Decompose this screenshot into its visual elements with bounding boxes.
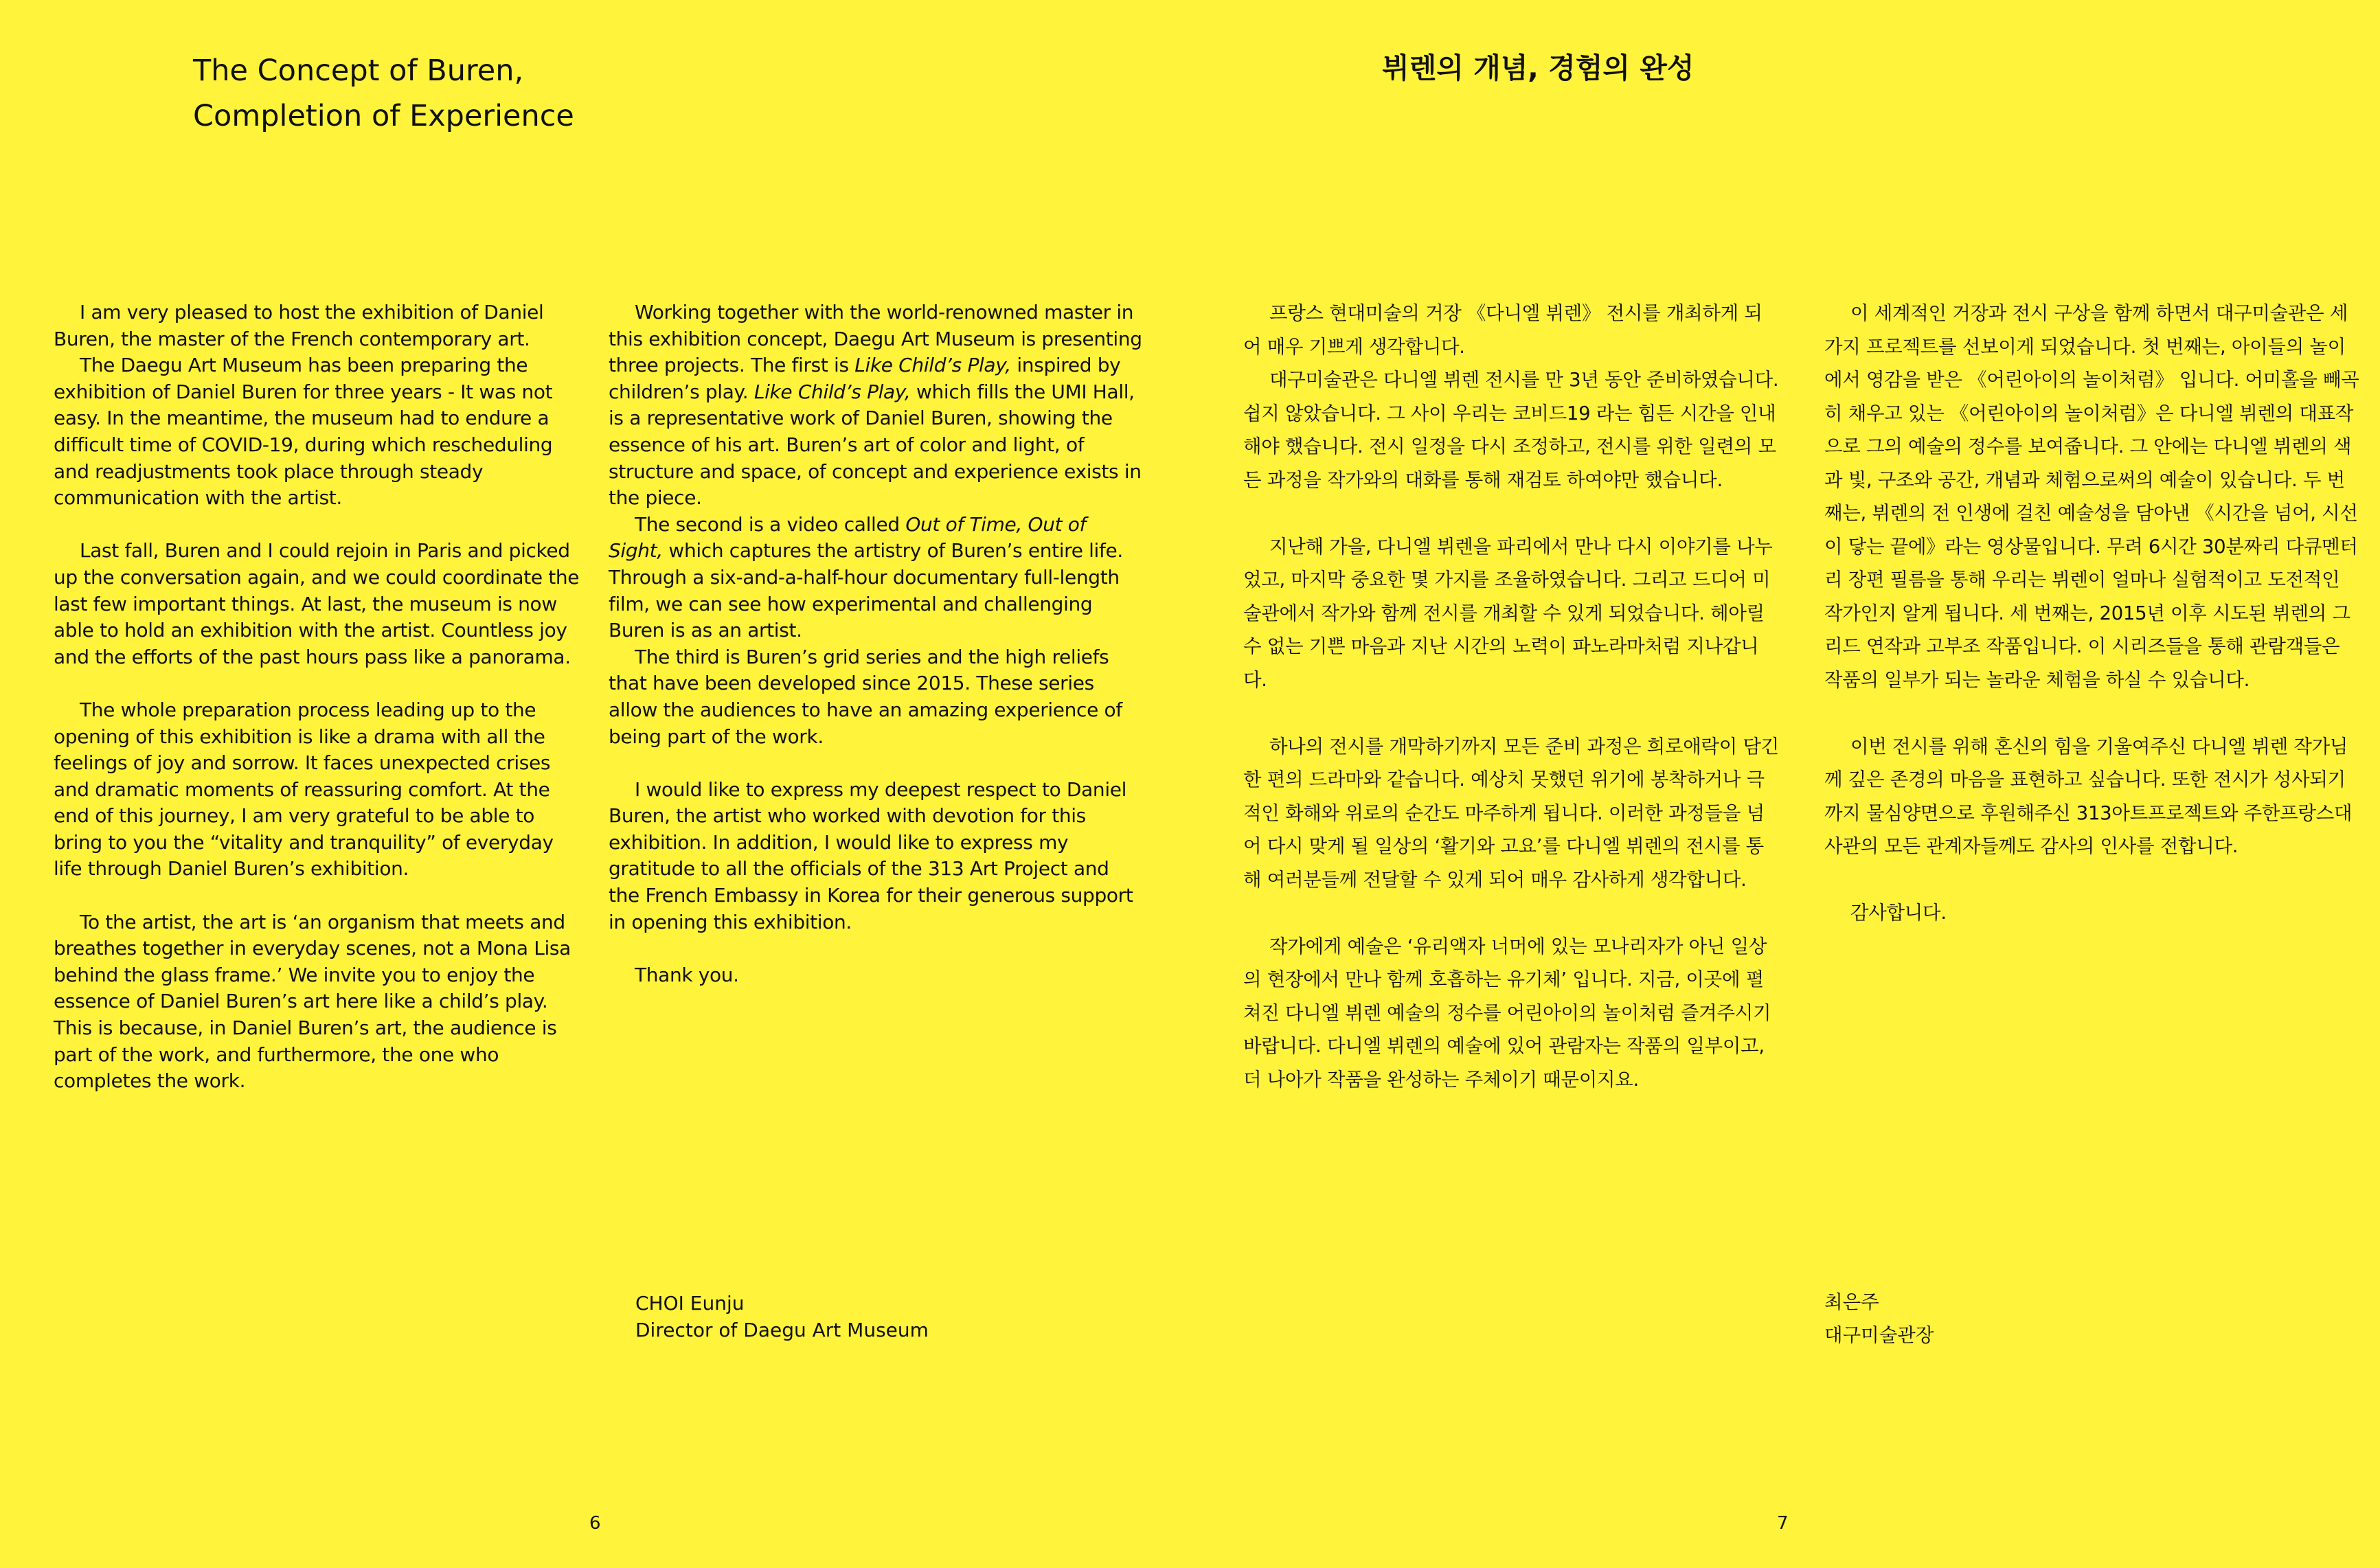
- page-title-korean: 뷔렌의 개념, 경험의 완성: [1382, 52, 1695, 84]
- paragraph: 이 세계적인 거장과 전시 구상을 함께 하면서 대구미술관은 세 가지 프로젝트를 선보이게 되었습니다. 첫 번째는, 아이들의 놀이에서 영감을 받은 《어린아이의 놀이처럼》 입니다. 어미홀을 빼곡히 채우고 있는 《어린아이의 놀이처럼》은 다니엘 뷔렌의 대표작으로 그의 예술의 정수를 보여줍니다. 그 안에는 다니엘 뷔렌의 색과 빛, 구조와 공간, 개념과 체험으로써의 예술이 있습니다. 두 번째는, 뷔렌의 전 인생에 걸친 예술성을 담아낸 《시간을 넘어, 시선이 닿는 끝에》라는 영상물입니다. 무려 6시간 30분짜리 다큐멘터리 장편 필름을 통해 우리는 뷔렌이 얼마나 실험적이고 도전적인 작가인지 알게 됩니다. 세 번째는, 2015년 이후 시도된 뷔렌의 그리드 연작과 고부조 작품입니다. 이 시리즈들을 통해 관람객들은 작품의 일부가 되는 놀라운 체험을 하실 수 있습니다.: [1824, 302, 2359, 691]
- korean-column-2: [1824, 297, 2360, 930]
- english-column-1: [54, 299, 581, 1095]
- title-line-2: Completion of Experience: [193, 99, 574, 133]
- page-number: 6: [589, 1513, 601, 1534]
- paragraph: 하나의 전시를 개막하기까지 모든 준비 과정은 희로애락이 담긴 한 편의 드라마와 같습니다. 예상치 못했던 위기에 봉착하거나 극적인 화해와 위로의 순간도 마주하게 됩니다. 이러한 과정들을 넘어 다시 맞게 될 일상의 ‘활기와 고요’를 다니엘 뷔렌의 전시를 통해 여러분들께 전달할 수 있게 되어 매우 감사하게 생각합니다.: [1243, 735, 1779, 891]
- artwork-title: Like Child’s Play,: [854, 354, 1011, 377]
- signature-title: Director of Daegu Art Museum: [635, 1319, 929, 1341]
- signature-korean: [1824, 1286, 1934, 1352]
- paragraph: I would like to express my deepest respect to Daniel Buren, the artist who worked with devotion for this exhibition. In addition, I would like to express my gratitude to all the officials of the 313 Art Project and the French Embassy in Korea for their generous support in opening this exhibition.: [609, 777, 1133, 933]
- paragraph: The Daegu Art Museum has been preparing the exhibition of Daniel Buren for three years - It was not easy. In the meantime, the museum had to endure a difficult time of COVID-19, during which rescheduling and readjustments took place through steady communication with the artist.: [54, 354, 553, 510]
- right-page: [1190, 0, 2380, 1568]
- paragraph: 지난해 가을, 다니엘 뷔렌을 파리에서 만나 다시 이야기를 나누었고, 마지막 중요한 몇 가지를 조율하였습니다. 그리고 드디어 미술관에서 작가와 함께 전시를 개최할 수 있게 되었습니다. 헤아릴 수 없는 기쁜 마음과 지난 시간의 노력이 파노라마처럼 지나갑니다.: [1243, 535, 1773, 691]
- paragraph: Working together with the world-renowned master in this exhibition concept, Daegu Art Museum is presenting three projects. The first is Like Child’s Play, inspired by children’s play. Like Child’s Play, which fills the UMI Hall, is a representative work of Daniel Buren, showing the essence of his art. Buren’s art of color and light, of structure and space, of concept and experience exists in the piece.: [609, 301, 1142, 510]
- artwork-title: Like Child’s Play,: [753, 380, 911, 403]
- english-column-2: [609, 299, 1144, 988]
- paragraph: To the artist, the art is ‘an organism that meets and breathes together in everyday scenes, not a Mona Lisa behind the glass frame.’ We invite you to enjoy the essence of Daniel Buren’s art here like a child’s play. This is because, in Daniel Buren’s art, the audience is part of the work, and furthermore, the one who completes the work.: [54, 910, 571, 1093]
- signature-english: [635, 1290, 929, 1343]
- paragraph: The third is Buren’s grid series and the high reliefs that have been developed since 2015. These series allow the audiences to have an amazing experience of being part of the work.: [609, 645, 1122, 748]
- paragraph: The second is a video called Out of Time, Out of Sight, which captures the artistry of Buren’s entire life. Through a six-and-a-half-hour documentary full-length film, we can see how experimental and challenging Buren is as an artist.: [609, 512, 1123, 642]
- page-title-english: [193, 48, 715, 139]
- paragraph: 감사합니다.: [1850, 902, 1947, 924]
- paragraph: Last fall, Buren and I could rejoin in Paris and picked up the conversation again, and we could coordinate the last few important things. At last, the museum is now able to hold an exhibition with the artist. Countless joy and the efforts of the past hours pass like a panorama.: [54, 539, 580, 668]
- paragraph: 프랑스 현대미술의 거장 《다니엘 뷔렌》 전시를 개최하게 되어 매우 기쁘게 생각합니다.: [1243, 302, 1763, 358]
- paragraph: I am very pleased to host the exhibition of Daniel Buren, the master of the French contemporary art.: [54, 301, 544, 350]
- korean-column-1: [1243, 297, 1779, 1096]
- signature-name: CHOI Eunju: [635, 1292, 745, 1315]
- signature-title: 대구미술관장: [1824, 1324, 1934, 1346]
- paragraph: 이번 전시를 위해 혼신의 힘을 기울여주신 다니엘 뷔렌 작가님께 깊은 존경의 마음을 표현하고 싶습니다. 또한 전시가 성사되기까지 물심양면으로 후원해주신 313아트프로젝트와 주한프랑스대사관의 모든 관계자들께도 감사의 인사를 전합니다.: [1824, 735, 2353, 857]
- title-line-1: The Concept of Buren,: [193, 54, 524, 88]
- paragraph: 작가에게 예술은 ‘유리액자 너머에 있는 모나리자가 아닌 일상의 현장에서 만나 함께 호흡하는 유기체’ 입니다. 지금, 이곳에 펼쳐진 다니엘 뷔렌 예술의 정수를 어린아이의 놀이처럼 즐겨주시기 바랍니다. 다니엘 뷔렌의 예술에 있어 관람자는 작품의 일부이고, 더 나아가 작품을 완성하는 주체이기 때문이지요.: [1243, 935, 1771, 1091]
- paragraph: 대구미술관은 다니엘 뷔렌 전시를 만 3년 동안 준비하였습니다. 쉽지 않았습니다. 그 사이 우리는 코비드19 라는 힘든 시간을 인내해야 했습니다. 전시 일정을 다시 조정하고, 전시를 위한 일련의 모든 과정을 작가와의 대화를 통해 재검토 하여야만 했습니다.: [1243, 369, 1779, 491]
- artwork-title: Out of Time, Out of Sight,: [609, 512, 1087, 563]
- page-number: 7: [1777, 1513, 1789, 1534]
- signature-name: 최은주: [1824, 1291, 1879, 1313]
- paragraph: The whole preparation process leading up to the opening of this exhibition is like a drama with all the feelings of joy and sorrow. It faces unexpected crises and dramatic moments of reassuring comfort. At the end of this journey, I am very grateful to be able to bring to you the “vitality and tranquility” of everyday life through Daniel Buren’s exhibition.: [54, 698, 554, 880]
- paragraph: Thank you.: [635, 963, 739, 986]
